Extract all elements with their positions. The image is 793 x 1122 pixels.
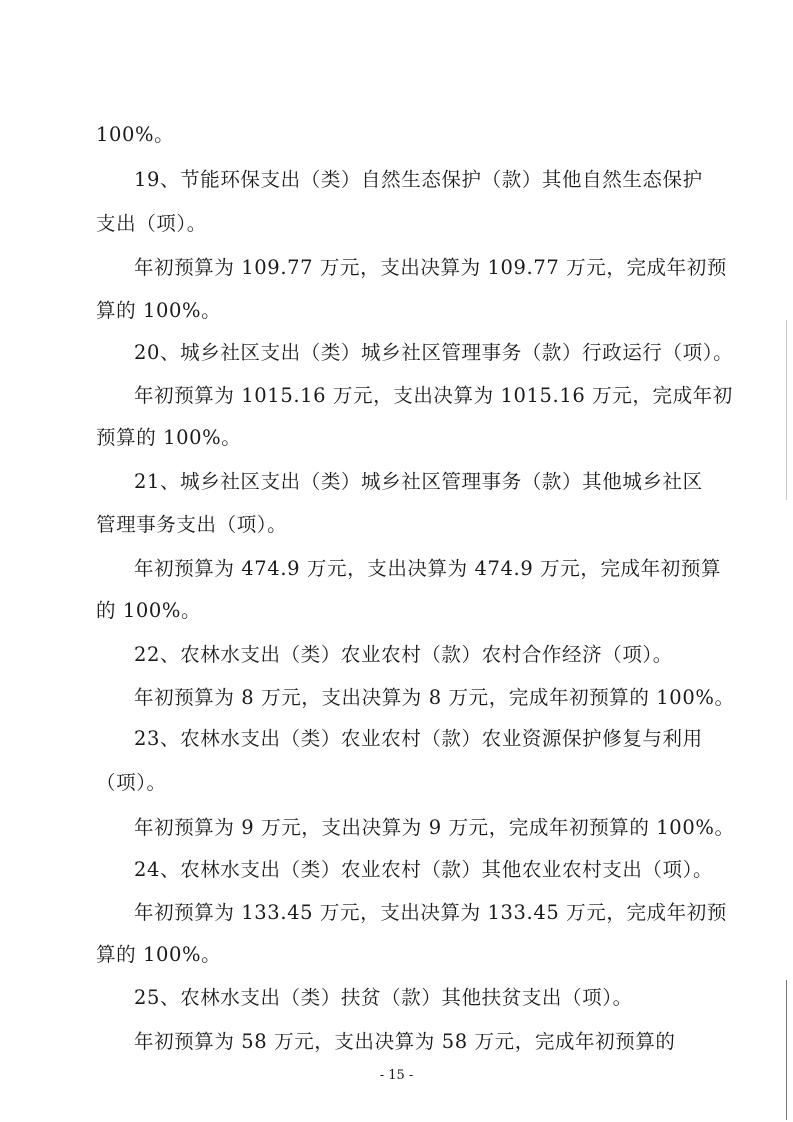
text-line: 20、城乡社区支出（类）城乡社区管理事务（款）行政运行（项）。 — [134, 341, 734, 364]
text-line: 年初预算为 9 万元，支出决算为 9 万元，完成年初预算的 100%。 — [134, 816, 735, 839]
text-line: 19、节能环保支出（类）自然生态保护（款）其他自然生态保护 — [134, 168, 703, 191]
text-line: 23、农林水支出（类）农业农村（款）农业资源保护修复与利用 — [134, 727, 703, 750]
text-line: 年初预算为 474.9 万元，支出决算为 474.9 万元，完成年初预算 — [134, 557, 722, 580]
text-line: 年初预算为 8 万元，支出决算为 8 万元，完成年初预算的 100%。 — [134, 686, 735, 709]
text-line: （项）。 — [96, 771, 167, 794]
scan-edge-mark — [786, 980, 787, 1120]
text-line: 21、城乡社区支出（类）城乡社区管理事务（款）其他城乡社区 — [134, 470, 703, 493]
text-line: 算的 100%。 — [96, 943, 222, 966]
text-line: 100%。 — [96, 123, 175, 146]
text-line: 25、农林水支出（类）扶贫（款）其他扶贫支出（项）。 — [134, 986, 633, 1009]
page-number: - 15 - — [379, 1068, 414, 1083]
text-line: 预算的 100%。 — [96, 426, 242, 449]
text-line: 年初预算为 133.45 万元，支出决算为 133.45 万元，完成年初预 — [134, 901, 727, 924]
text-line: 22、农林水支出（类）农业农村（款）农村合作经济（项）。 — [134, 643, 673, 666]
text-line: 支出（项）。 — [96, 212, 207, 235]
text-line: 算的 100%。 — [96, 299, 222, 322]
scan-edge-mark — [786, 320, 787, 500]
text-line: 的 100%。 — [96, 599, 202, 622]
text-line: 年初预算为 109.77 万元，支出决算为 109.77 万元，完成年初预 — [134, 256, 727, 279]
text-line: 管理事务支出（项）。 — [96, 513, 288, 536]
text-line: 年初预算为 1015.16 万元，支出决算为 1015.16 万元，完成年初 — [134, 384, 733, 407]
text-line: 24、农林水支出（类）农业农村（款）其他农业农村支出（项）。 — [134, 858, 714, 881]
text-line: 年初预算为 58 万元，支出决算为 58 万元，完成年初预算的 — [134, 1030, 676, 1053]
